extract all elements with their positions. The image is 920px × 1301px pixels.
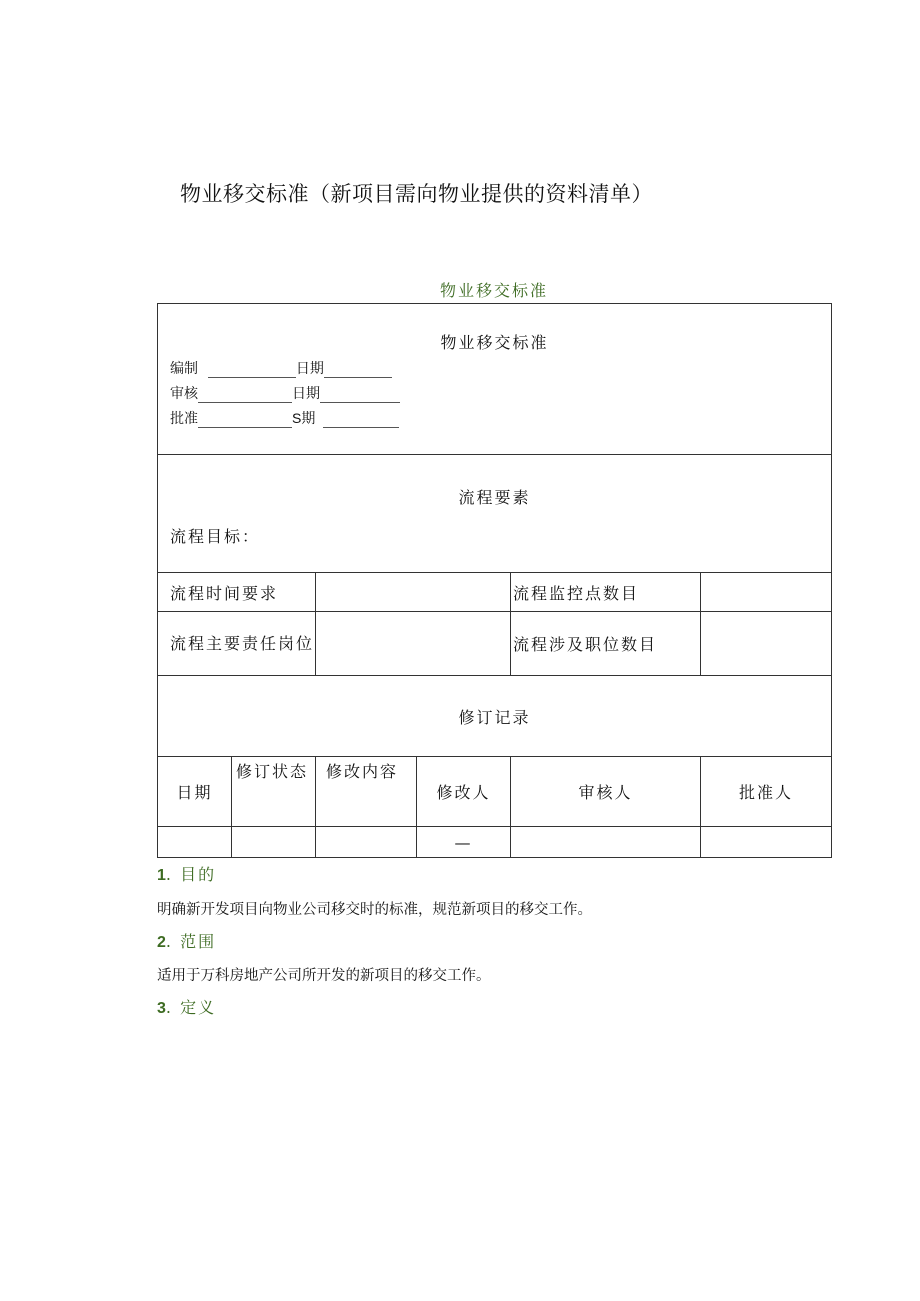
date-label: 日期 [292,385,320,401]
sign-blank [198,415,292,428]
section-heading-purpose: 1. 目的 [157,865,217,884]
time-requirement-value [316,573,511,612]
revision-header-status: 修订状态 [232,757,316,827]
form-header-cell [158,304,832,455]
sign-row-review [170,383,400,403]
revision-header-reviewer: 审核人 [511,757,701,827]
revision-header-content: 修改内容 [316,757,417,827]
process-elements-cell [158,455,832,573]
handover-form-table [157,303,832,858]
date-blank [320,390,400,403]
process-goal-label: 流程目标： [170,527,261,546]
date-label: 日期 [295,360,324,376]
section-heading-scope: 2. 范围 [157,932,217,951]
section-body-scope: 适用于万科房地产公司所开发的新项目的移交工作。 [157,968,491,984]
revision-header-approver: 批准人 [701,757,832,827]
positions-count-label: 流程涉及职位数目 [511,612,701,676]
revision-header-date: 日期 [158,757,232,827]
document-title: 物业移交标准（新项目需向物业提供的资料清单） [180,182,653,206]
sign-label: 审核 [170,385,198,401]
table-row [158,827,832,858]
revision-cell-date [158,827,232,858]
date-label: S期 [292,410,316,426]
revision-cell-approver [701,827,832,858]
section-body-purpose: 明确新开发项目向物业公司移交时的标准，规范新项目的移交工作。 [157,902,592,918]
sign-label: 批准 [170,410,198,426]
monitor-points-value [701,573,832,612]
revision-cell-content [316,827,417,858]
sign-blank [208,365,296,378]
revision-header-modifier: 修改人 [417,757,511,827]
sign-row-approve [170,408,399,428]
revision-cell-modifier: — [417,827,511,858]
section-caption: 物业移交标准 [439,281,548,300]
form-header-title: 物业移交标准 [440,333,549,352]
main-responsibility-value [316,612,511,676]
revision-cell-status [232,827,316,858]
sign-row-compile [170,358,392,378]
date-blank [323,415,399,428]
process-elements-title: 流程要素 [458,488,531,507]
sign-label: 编制 [170,360,198,376]
revision-record-title: 修订记录 [158,676,832,757]
positions-count-value [701,612,832,676]
main-responsibility-label: 流程主要责任岗位 [158,612,316,676]
monitor-points-label: 流程监控点数目 [511,573,701,612]
section-heading-definition: 3. 定义 [157,998,217,1017]
time-requirement-label: 流程时间要求 [158,573,316,612]
date-blank [324,365,392,378]
sign-blank [198,390,292,403]
revision-cell-reviewer [511,827,701,858]
